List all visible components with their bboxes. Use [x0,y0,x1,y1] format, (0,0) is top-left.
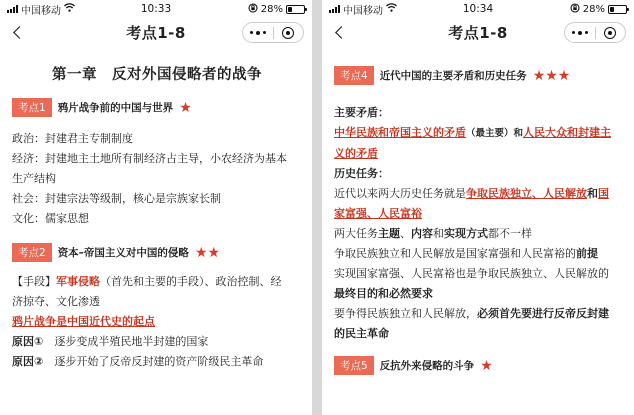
bold-text: 必须首先要进行反帝反封建 [477,307,609,320]
section-tag: 考点4 [334,66,374,85]
article-content [0,63,312,372]
plain-text: 两大任务 [334,227,378,240]
wifi-icon [386,3,397,15]
section-title: 近代中国的主要矛盾和历史任务 [379,70,527,82]
section-title: 资本–帝国主义对中国的侵略 [57,247,189,259]
bold-text: 实现方式 [444,227,488,240]
carrier-name: 中国移动 [343,5,383,17]
nav-bar [322,18,634,46]
means-prefix: 【手段】 [12,275,56,288]
back-button[interactable] [331,23,347,41]
back-button[interactable] [9,23,25,41]
text-line: 经济：封建地主土地所有制经济占主导，小农经济为基本 [12,152,287,165]
highlight-text: 国 [598,187,609,200]
plain-text: 、 [400,227,411,240]
status-time: 10:33 [140,3,172,15]
section-title: 鸦片战争前的中国与世界 [57,102,174,114]
reason-label: 原因① [12,335,44,348]
plain-text: （首先和主要的手段）、政治控制、经 [100,275,282,288]
target-close-icon [604,27,616,39]
text-line [12,312,302,332]
plain-text: 和 [433,227,444,240]
status-right [248,3,305,16]
text-line: 济掠夺、文化渗透 [12,295,100,308]
text-line [334,224,624,244]
battery-percent: 28% [260,3,283,15]
star-rating: ★ [480,357,493,374]
text-line: 文化：儒家思想 [12,212,89,225]
section-tag: 考点5 [334,356,374,375]
page-title: 考点1-8 [126,23,186,42]
battery-percent: 28% [582,3,605,15]
section-title: 反抗外来侵略的斗争 [379,360,475,372]
plain-text: （最主要）和 [466,128,524,139]
more-dots-icon [250,31,253,34]
highlight-text: 中华民族和帝国主义的矛盾 [334,126,466,139]
plain-text: 要争得民族独立和人民解放， [334,307,477,320]
plain-text: 和 [587,187,598,200]
section-header-4 [334,66,624,85]
text-line [334,244,624,264]
bold-text: 前提 [576,247,598,260]
plain-text: 逐步变成半殖民地半封建的国家 [43,335,209,348]
status-bar [322,0,634,18]
text-line: 政治：封建君主专制制度 [12,132,133,145]
status-right [570,3,627,16]
mini-program-capsule [564,22,626,43]
carrier-name: 中国移动 [21,5,61,17]
status-bar [0,0,312,18]
highlight-text: 鸦片战争是中国近代史的起点 [12,315,155,328]
text-line [334,123,624,144]
plain-text: 近代以来两大历史任务就是 [334,187,466,200]
more-button[interactable] [565,23,595,42]
text-line: 实现国家富强、人民富裕也是争取民族独立、人民解放的 [334,267,609,280]
highlight-text: 家富强、人民富裕 [334,207,422,220]
highlight-text: 义的矛盾 [334,147,378,160]
lock-rotation-icon [248,3,258,16]
more-dots-icon [572,31,575,34]
text-line: 的民主革命 [334,327,389,340]
text-line [12,332,302,352]
chevron-left-icon [13,26,26,39]
article-content [322,46,634,375]
text-line: 社会：封建宗法等级制，核心是宗族家长制 [12,192,221,205]
lock-rotation-icon [570,3,580,16]
close-button[interactable] [596,23,626,42]
target-close-icon [282,27,294,39]
chapter-title: 第一章 反对外国侵略者的战争 [52,67,262,83]
text-line [334,184,624,204]
reason-label: 原因② [12,355,44,368]
subheading: 历史任务： [334,167,389,180]
text-line [12,272,302,292]
signal-icon [329,5,340,13]
text-line [334,144,624,164]
text-line [334,304,624,324]
text-line [334,204,624,224]
page-title: 考点1-8 [448,23,508,42]
section-tag: 考点1 [12,98,52,117]
left-phone-screen [0,0,312,415]
wifi-icon [64,3,75,15]
status-time: 10:34 [462,3,494,15]
highlight-text: 人民大众和封建主 [523,126,612,139]
star-rating: ★★ [194,244,221,261]
plain-text: 争取民族独立和人民解放是国家富强和人民富裕的 [334,247,576,260]
mini-program-capsule [242,22,304,43]
text-line: 生产结构 [12,172,56,185]
bold-text: 主题 [378,227,400,240]
section-header-2 [12,243,302,262]
status-left [7,2,75,17]
more-button[interactable] [243,23,273,42]
signal-icon [7,5,18,13]
plain-text: 逐步开始了反帝反封建的资产阶级民主革命 [43,355,264,368]
text-line: 最终目的和必然要求 [334,287,433,300]
nav-bar [0,18,312,46]
section-header-5 [334,356,624,375]
bold-text: 内容 [411,227,433,240]
section-header-1 [12,98,302,117]
battery-icon [608,5,627,14]
close-button[interactable] [274,23,304,42]
subheading: 主要矛盾： [334,106,389,119]
status-left [329,2,397,17]
star-rating: ★★★ [532,67,571,84]
star-rating: ★ [179,99,192,116]
highlight-text: 军事侵略 [56,275,100,288]
chevron-left-icon [335,26,348,39]
text-line [12,352,302,372]
highlight-text: 争取民族独立、人民解放 [466,187,587,200]
section-tag: 考点2 [12,243,52,262]
battery-icon [286,5,305,14]
plain-text: 都不一样 [488,227,532,240]
right-phone-screen [322,0,634,415]
